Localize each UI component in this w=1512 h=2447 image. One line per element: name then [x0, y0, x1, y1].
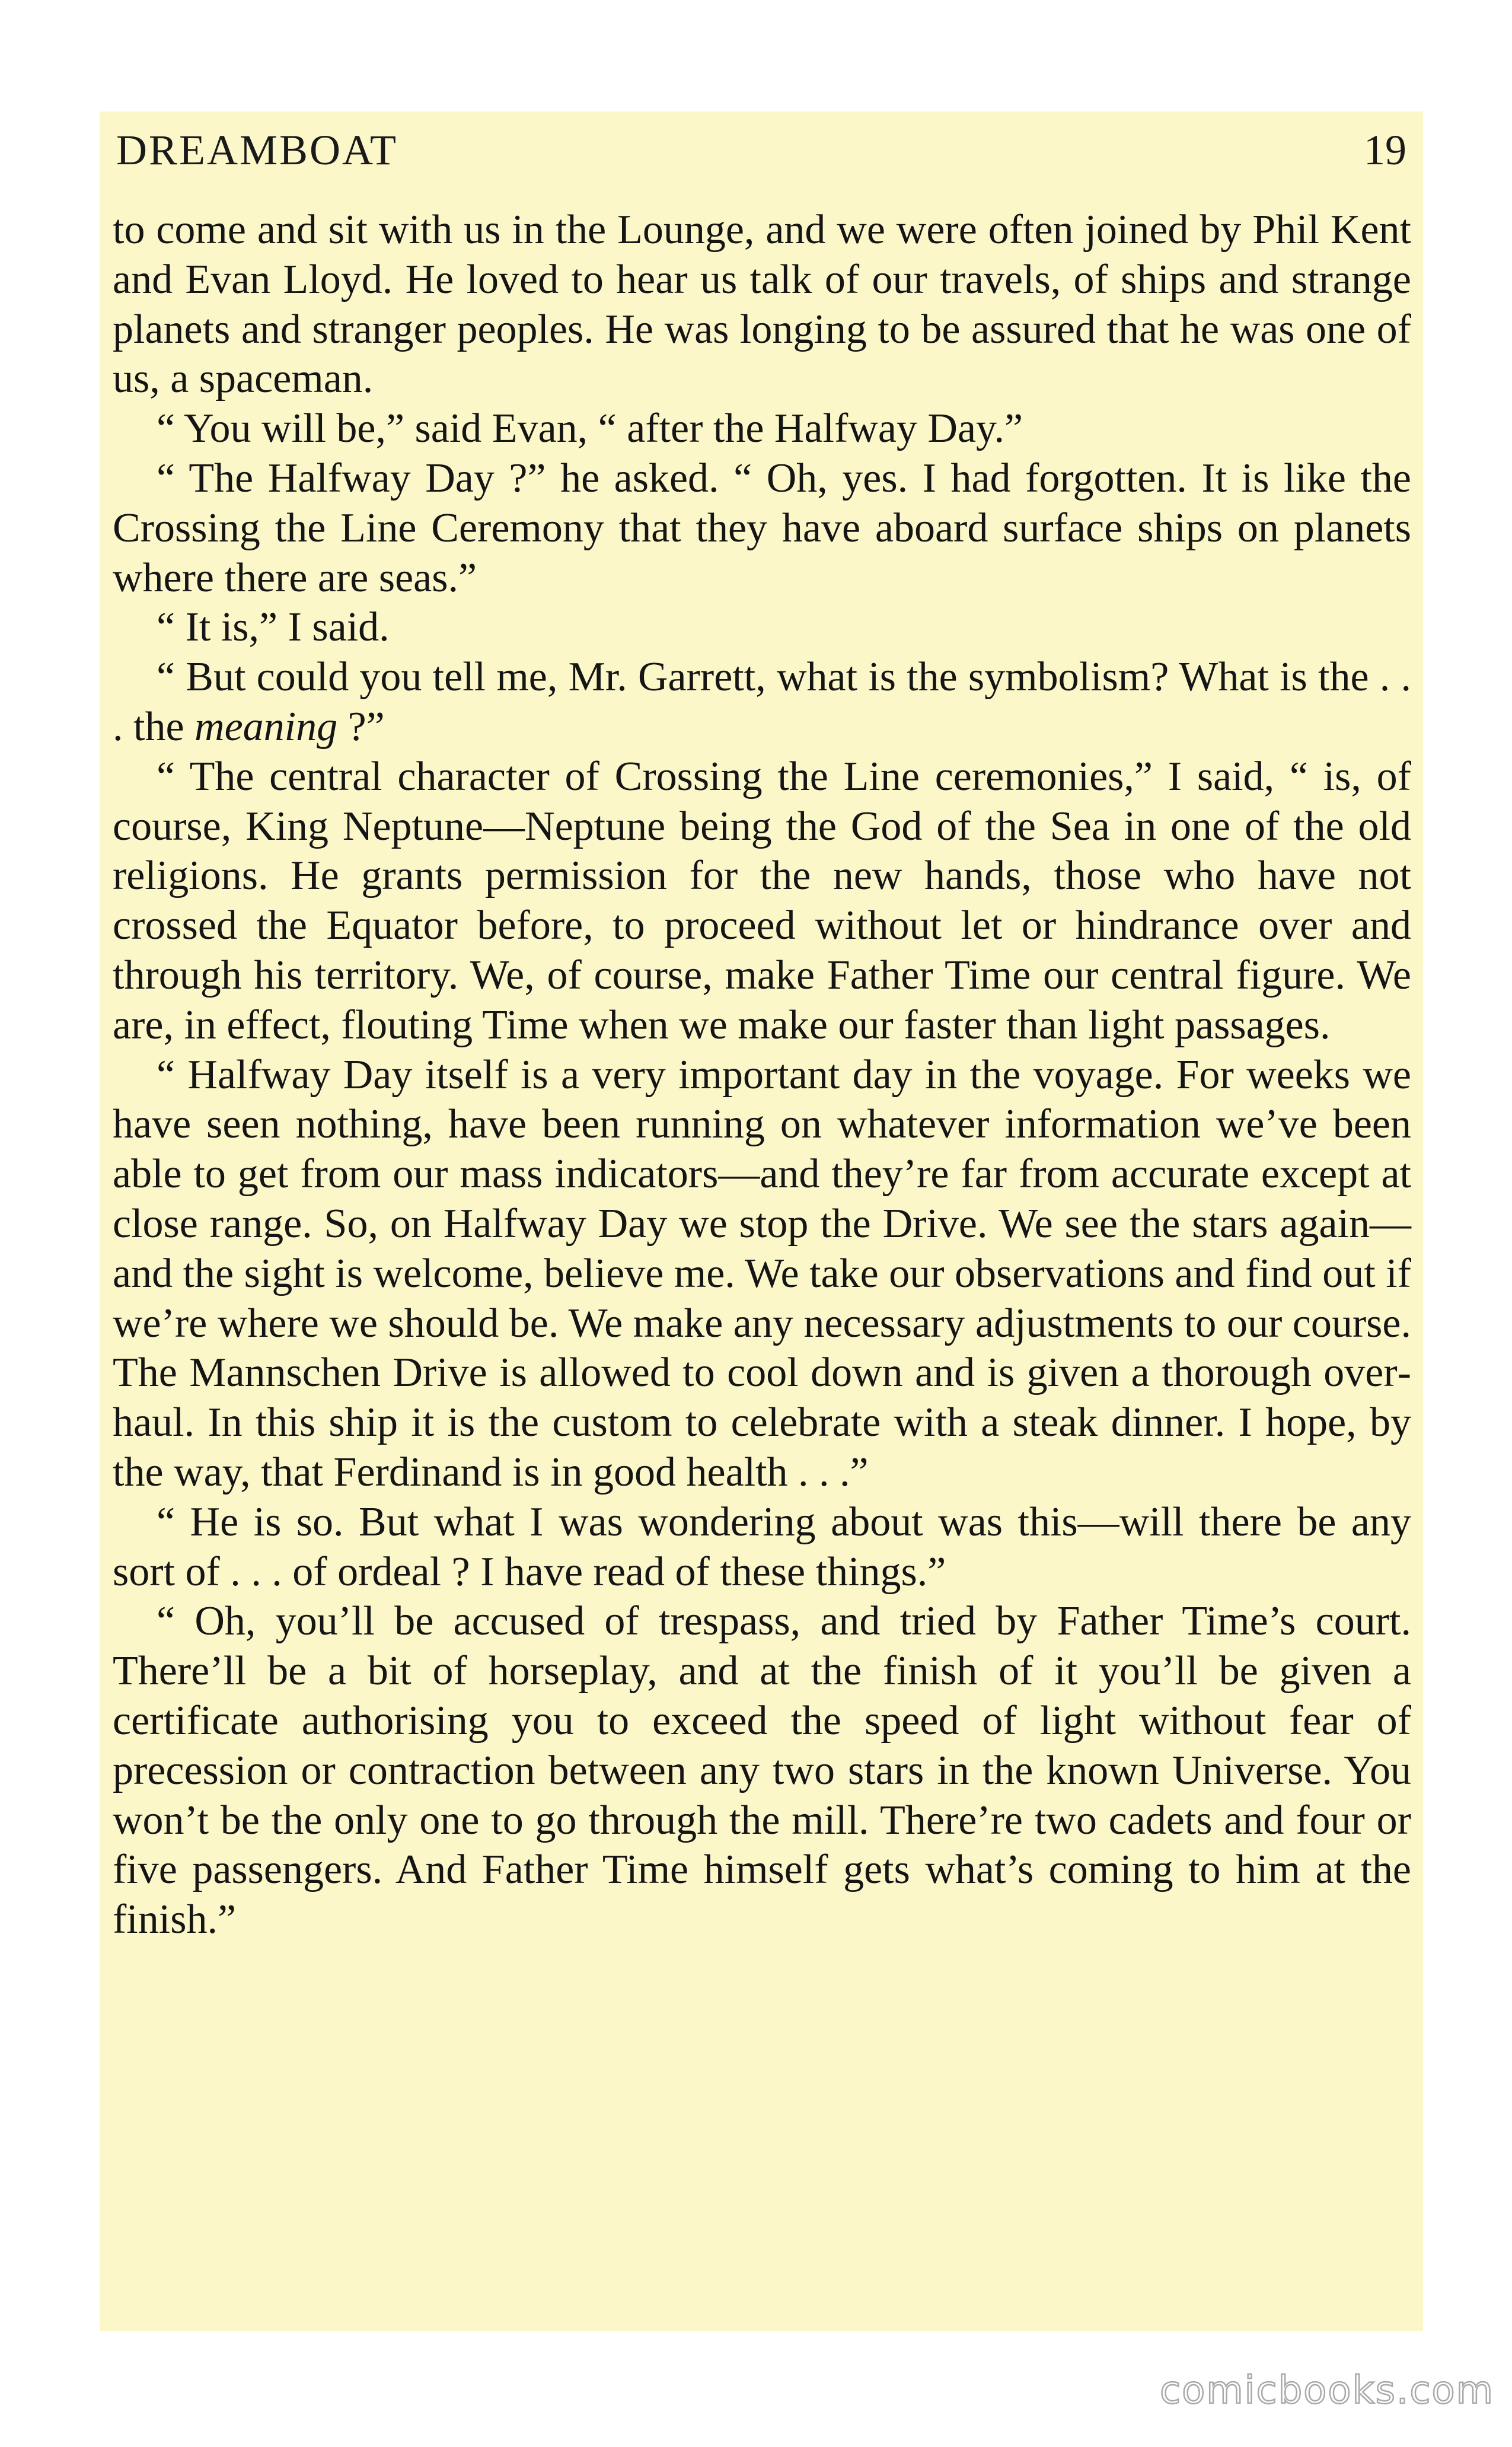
paragraph: “ The central character of Crossing the Line ceremonies,” I said, “ is, of course, King Neptune—Neptune being the God of the Sea in one of the old religions. He grants permission for the new hands, those who have not crossed the Equator before, to proceed without let or hindrance over and through his territory. We, of course, make Father Time our central figure. We are, in effect, flouting Time when we make our faster than light passages. — [113, 753, 1411, 1048]
book-page — [100, 111, 1423, 2331]
paragraph-text: “ But could you tell me, Mr. Garrett, what is the symbolism? What is the . . . the — [113, 654, 1411, 750]
paragraph: “ Oh, you’ll be accused of trespass, and tried by Father Time’s court. There’ll be a bit of horseplay, and at the finish of it you’ll be given a certificate authorising you to exceed the speed of light without fear of precession or contraction between any two stars in the known Universe. You won’t be the only one to go through the mill. There’re two cadets and four or five passengers. And Father Time himself gets what’s coming to him at the finish.” — [113, 1598, 1411, 1943]
paragraph: “ Halfway Day itself is a very important day in the voyage. For weeks we have seen nothing, have been running on whatever information we’ve been able to get from our mass indicators—and they’re far from accurate except at close range. So, on Halfway Day we stop the Drive. We see the stars again—and the sight is welcome, believe me. We take our observations and find out if we’re where we should be. We make any necessary adjustments to our course. The Mannschen Drive is allowed to cool down and is given a thorough overhaul. In this ship it is the custom to celebrate with a steak dinner. I hope, by the way, that Ferdinand is in good health . . .” — [113, 1052, 1411, 1495]
paragraph: “ You will be,” said Evan, “ after the Halfway Day.” — [157, 406, 1023, 452]
paragraph-text: ?” — [337, 703, 385, 750]
emphasis-text: meaning — [194, 703, 338, 750]
page-body — [113, 205, 1411, 1945]
paragraph: “ He is so. But what I was wondering about was this—will there be any sort of . . . of ordeal ? I have read of these things.” — [113, 1499, 1411, 1595]
paragraph: to come and sit with us in the Lounge, and we were often joined by Phil Kent and Evan Lloyd. He loved to hear us talk of our travels, of ships and strange planets and stranger peoples. He was longing to be assured that he was one of us, a spaceman. — [113, 207, 1411, 402]
watermark: comicbooks.com — [1159, 2369, 1494, 2413]
running-header — [116, 117, 1406, 183]
paragraph: “ The Halfway Day ?” he asked. “ Oh, yes. I had forgotten. It is like the Crossing the Line Ceremony that they have aboard surface ships on planets where there are seas.” — [113, 455, 1411, 601]
paragraph: “ It is,” I said. — [157, 604, 390, 651]
running-title: DREAMBOAT — [116, 126, 398, 174]
page-number: 19 — [1364, 126, 1406, 174]
paragraph — [113, 652, 1411, 752]
